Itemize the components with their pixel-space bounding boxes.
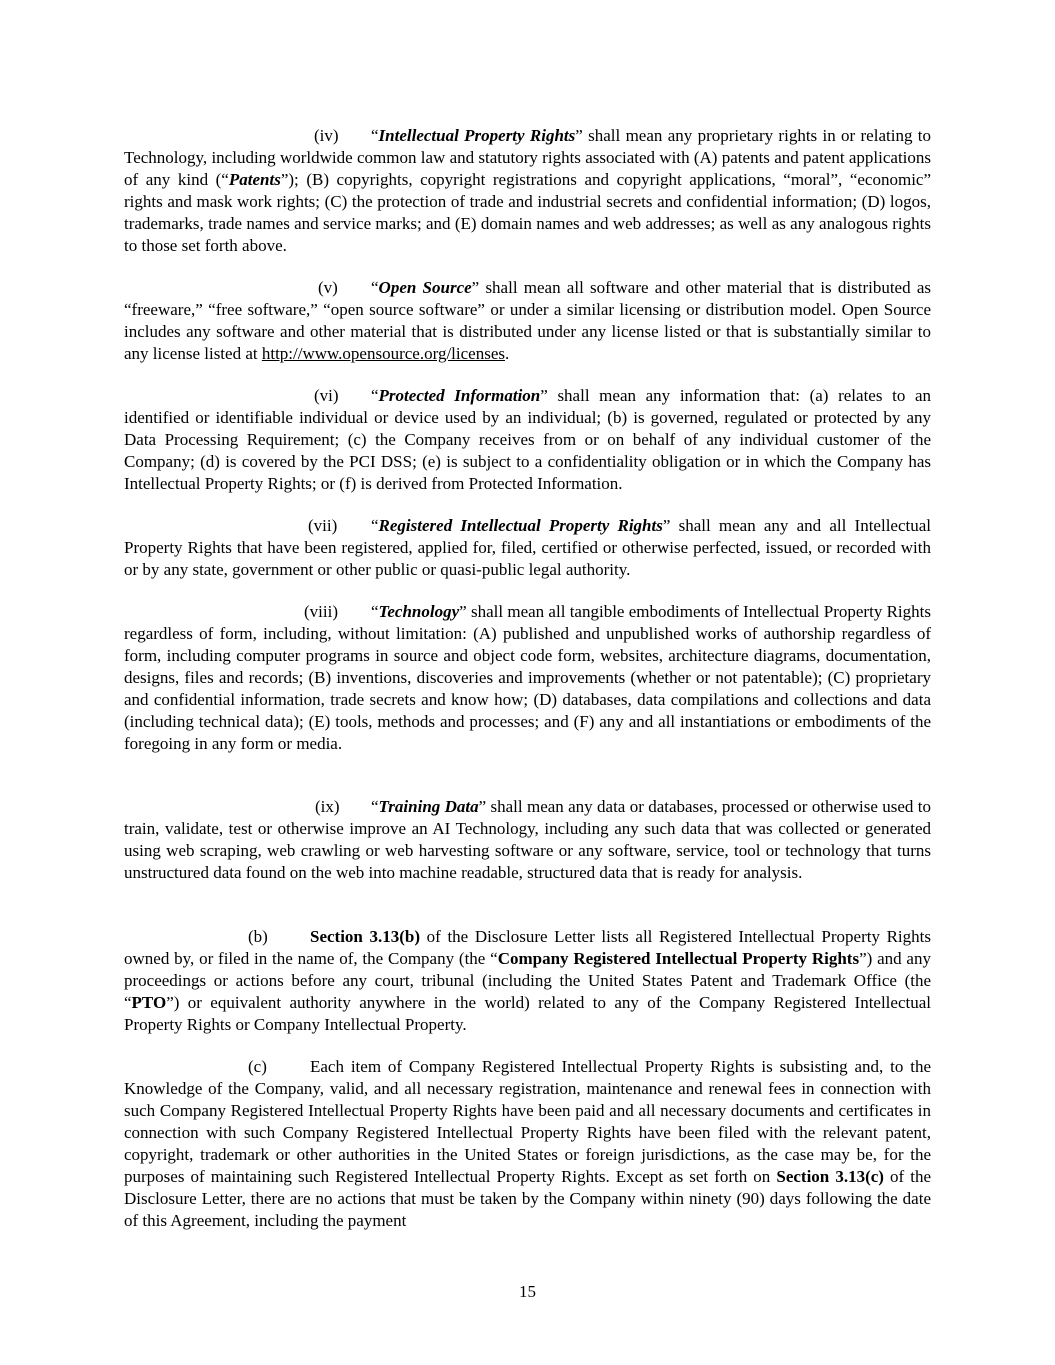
open-quote: “: [371, 797, 379, 816]
open-quote: “: [371, 602, 379, 621]
paragraph-text: Each item of Company Registered Intellectual Property Rights is subsisting and, to the Knowledge of the Company, valid, and all necessary registration, maintenance and renewal fees in connection with such Company Registered Intellectual Property Rights have been paid and all necessary documents and certificates in connection with such Company Registered Intellectual Property Rights have been filed with the relevant patent, copyright, trademark or other authorities in the United States or foreign jurisdictions, as the case may be, for the purposes of maintaining such Registered Intellectual Property Rights. Except as set forth on: [124, 1057, 931, 1186]
definition-text: shall mean any proprietary rights in or relating to Technology, including worldwide common law and statutory rights associated with (A) patents and patent applications of any kind (“: [124, 126, 931, 189]
defined-term: Registered Intellectual Property Rights: [378, 516, 663, 535]
definition-protected-information: [124, 385, 931, 495]
clause-number: (vii): [308, 516, 338, 535]
open-quote: “: [371, 386, 379, 405]
defined-term: Training Data: [378, 797, 479, 816]
defined-term: Company Registered Intellectual Property Rights: [497, 949, 860, 968]
page-number: 15: [519, 1282, 536, 1301]
close-quote: ”: [471, 278, 480, 297]
clause-number: (vi): [314, 386, 339, 405]
clause-number: (v): [318, 278, 338, 297]
defined-term-patents: Patents: [228, 170, 281, 189]
close-quote: ”: [662, 516, 671, 535]
defined-term: Protected Information: [378, 386, 541, 405]
defined-term-pto: PTO: [131, 993, 167, 1012]
open-quote: “: [371, 278, 379, 297]
paragraph-text: of the Disclosure Letter lists all Registered Intellectual Property Rights owned by, or filed in the name of, the Company (the “: [124, 927, 931, 968]
clause-number: (iv): [314, 126, 339, 145]
clause-number: (b): [248, 927, 268, 946]
clause-number: (c): [248, 1057, 267, 1076]
definition-training-data: [124, 796, 931, 884]
close-quote: ”: [478, 797, 487, 816]
definition-text-end: .: [505, 344, 510, 363]
definition-registered-intellectual-property-rights: [124, 515, 931, 581]
close-quote: ”: [459, 602, 467, 621]
defined-term: Technology: [378, 602, 460, 621]
defined-term: Open Source: [378, 278, 472, 297]
definition-technology: [124, 601, 931, 755]
defined-term: Intellectual Property Rights: [378, 126, 576, 145]
opensource-licenses-link[interactable]: http://www.opensource.org/licenses: [261, 344, 505, 363]
section-reference: Section 3.13(c): [776, 1167, 884, 1186]
definition-text: shall mean any information that: (a) relates to an identified or identifiable individual or device used by an individual; (b) is governed, regulated or protected by any Data Processing Requirement; (c) the Company receives from or on behalf of any individual customer of the Company; (d) is covered by the PCI DSS; (e) is subject to a confidentiality obligation or in which the Company has Intellectual Property Rights; or (f) is derived from Protected Information.: [124, 386, 931, 493]
paragraph-text-end: ”) or equivalent authority anywhere in the world) related to any of the Company Registered Intellectual Property Rights or Company Intellectual Property.: [124, 993, 931, 1034]
close-quote: ”: [575, 126, 583, 145]
open-quote: “: [371, 516, 379, 535]
open-quote: “: [371, 126, 379, 145]
section-b-paragraph: [124, 926, 931, 1036]
clause-number: (viii): [304, 602, 338, 621]
paragraph-text-end: of the Disclosure Letter, there are no actions that must be taken by the Company within ninety (90) days following the date of this Agreement, including the payment: [124, 1167, 931, 1230]
definition-intellectual-property-rights: [124, 125, 931, 257]
definition-text: shall mean any data or databases, processed or otherwise used to train, validate, test or otherwise improve an AI Technology, including any such data that was collected or generated using web scraping, web crawling or web harvesting software or any software, service, tool or technology that turns unstructured data found on the web into machine readable, structured data that is ready for analysis.: [124, 797, 931, 882]
definition-open-source: [124, 277, 931, 365]
paragraph-text-continued: ”) and any proceedings or actions before any court, tribunal (including the United States Patent and Trademark Office (the “: [124, 949, 931, 1012]
close-quote: ”: [540, 386, 548, 405]
section-reference: Section 3.13(b): [310, 927, 421, 946]
definition-text: shall mean any and all Intellectual Property Rights that have been registered, applied for, filed, certified or otherwise perfected, issued, or recorded with or by any state, government or other public or quasi-public legal authority.: [124, 516, 931, 579]
clause-number: (ix): [315, 797, 340, 816]
definition-text-continued: ”); (B) copyrights, copyright registrations and copyright applications, “moral”, “economic” rights and mask work rights; (C) the protection of trade and industrial secrets and confidential information; (D) logos, trademarks, trade names and service marks; and (E) domain names and web addresses; as well as any analogous rights to those set forth above.: [124, 170, 932, 255]
definition-text: shall mean all tangible embodiments of Intellectual Property Rights regardless of form, including, without limitation: (A) published and unpublished works of authorship regardless of form, including computer programs in source and object code form, websites, architecture diagrams, documentation, designs, files and records; (B) inventions, discoveries and improvements (whether or not patentable); (C) proprietary and confidential information, trade secrets and know how; (D) databases, data compilations and collections and data (including technical data); (E) tools, methods and processes; and (F) any and all instantiations or embodiments of the foregoing in any form or media.: [124, 602, 931, 753]
section-c-paragraph: [124, 1056, 931, 1232]
definition-text: shall mean all software and other material that is distributed as “freeware,” “free software,” “open source software” or under a similar licensing or distribution model. Open Source includes any software and other material that is distributed under any license listed or that is substantially similar to any license listed at: [124, 278, 931, 363]
